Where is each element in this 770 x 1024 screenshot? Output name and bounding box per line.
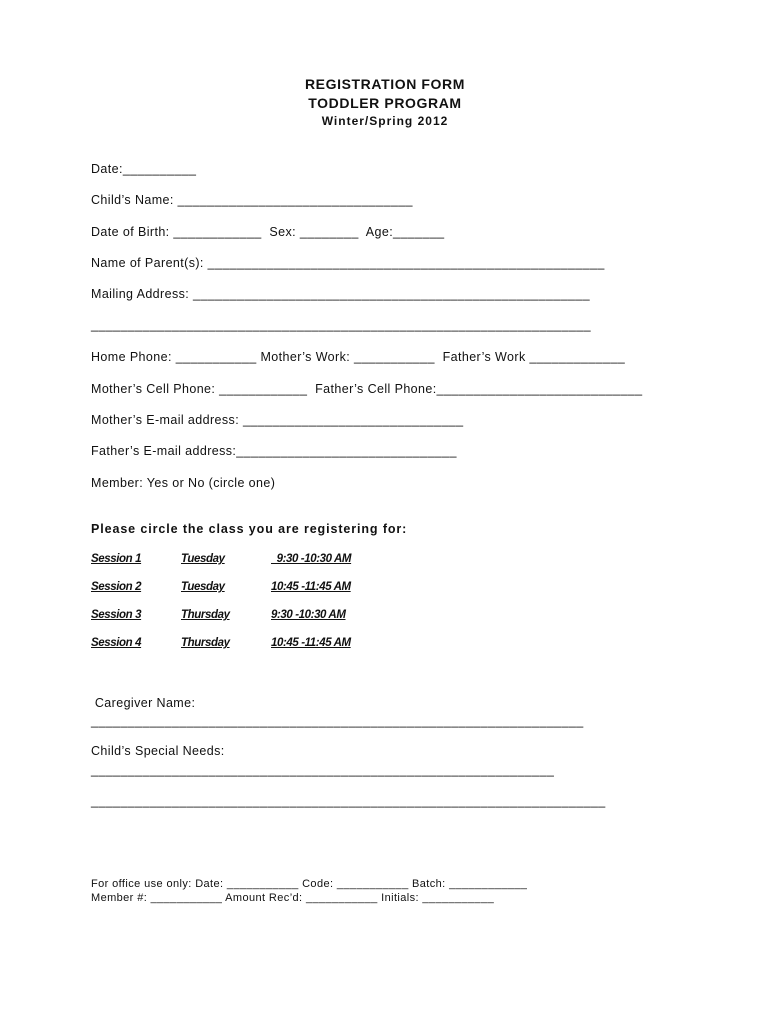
parent-name-field[interactable]: Name of Parent(s): ______________________________________________________ [91,256,605,270]
date-field[interactable]: Date:__________ [91,162,197,176]
session-3-label[interactable]: Session 3 [91,609,142,621]
child-name-field[interactable]: Child’s Name: ________________________________ [91,193,413,207]
session-3-time[interactable]: 9:30 -10:30 AM [271,609,346,621]
session-4-day[interactable]: Thursday [181,637,230,649]
mailing-address-continued[interactable]: ____________________________________________________________________ [91,318,591,332]
caregiver-label: Caregiver Name: [91,696,196,710]
session-2-label[interactable]: Session 2 [91,581,142,593]
mailing-address-field[interactable]: Mailing Address: ______________________________________________________ [91,287,590,301]
dob-sex-age-field[interactable]: Date of Birth: ____________ Sex: ________ Age:_______ [91,225,445,239]
form-title: REGISTRATION FORM [304,76,466,92]
caregiver-name-field[interactable]: ___________________________________________________________________ [91,714,584,728]
office-use-line-1: For office use only: Date: ___________ Code: ___________ Batch: ____________ [91,878,528,890]
session-4-label[interactable]: Session 4 [91,637,142,649]
phone-fields[interactable]: Home Phone: ___________ Mother’s Work: ___________ Father’s Work _____________ [91,350,626,364]
term-subtitle: Winter/Spring 2012 [321,114,449,128]
office-use-line-2: Member #: ___________ Amount Rec’d: ___________ Initials: ___________ [91,892,495,904]
session-2-day[interactable]: Tuesday [181,581,225,593]
father-email-field[interactable]: Father’s E-mail address:______________________________ [91,444,457,458]
class-selection-heading: Please circle the class you are registering for: [91,522,408,536]
session-2-time[interactable]: 10:45 -11:45 AM [271,581,351,593]
program-title: TODDLER PROGRAM [308,95,462,111]
session-3-day[interactable]: Thursday [181,609,230,621]
session-1-day[interactable]: Tuesday [181,553,225,565]
session-1-label[interactable]: Session 1 [91,553,142,565]
session-1-time[interactable]: 9:30 -10:30 AM [271,553,352,565]
cell-phone-fields[interactable]: Mother’s Cell Phone: ____________ Father’s Cell Phone:____________________________ [91,382,643,396]
session-4-time[interactable]: 10:45 -11:45 AM [271,637,351,649]
special-needs-label: Child’s Special Needs: [91,744,225,758]
special-needs-field-1[interactable]: _______________________________________________________________ [91,763,555,777]
mother-email-field[interactable]: Mother’s E-mail address: ______________________________ [91,413,464,427]
member-field[interactable]: Member: Yes or No (circle one) [91,476,276,490]
special-needs-field-2[interactable]: ______________________________________________________________________ [91,794,606,808]
